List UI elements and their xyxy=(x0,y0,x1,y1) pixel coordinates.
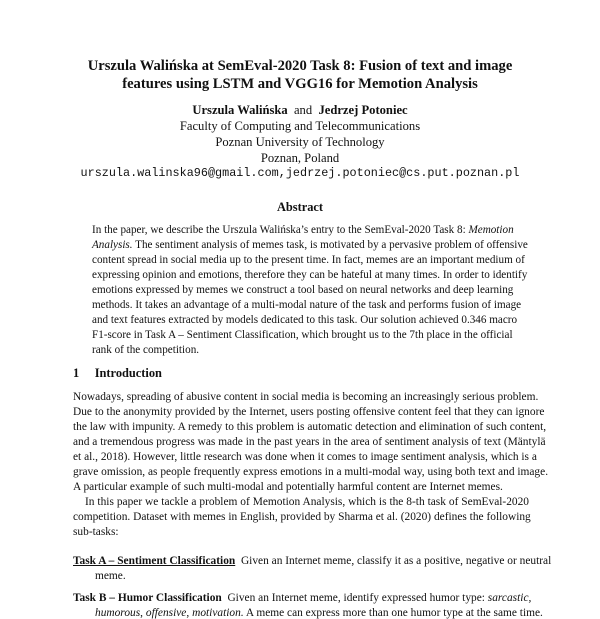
section-title: Introduction xyxy=(94,366,162,380)
section-heading xyxy=(73,366,162,381)
abstract-line: methods. It takes an advantage of a multi-modal nature of the task and performs fusion of image xyxy=(92,299,522,311)
author-line xyxy=(0,103,600,118)
task-b-line: humorous, offensive, motivation. A meme can express more than one humor type at the same time. xyxy=(95,607,543,619)
task-b-label: Task B – Humor Classification xyxy=(73,592,222,604)
abstract-line: expressing opinion and emotions, therefore they can be hateful at many times. In order to identify xyxy=(92,269,528,281)
body-line: et al., 2018). However, little research was done when it comes to image sentiment analysis, which is a xyxy=(73,451,537,463)
body-line: the law with impunity. A remedy to this problem is automatic detection and elimination of such content, xyxy=(73,421,547,433)
abstract-line: F1-score in Task A – Sentiment Classification, which brought us to the 7th place in the official xyxy=(92,329,513,341)
abstract-line: content spread in social media up to the present time. In fact, memes are an important medium of xyxy=(92,254,525,266)
author-2: Jedrzej Potoniec xyxy=(318,103,408,117)
body-line: sub-tasks: xyxy=(73,526,119,538)
body-line: competition. Dataset with memes in English, provided by Sharma et al. (2020) defines the following xyxy=(73,511,531,523)
task-a-line: meme. xyxy=(95,570,126,582)
task-b-line: Task B – Humor Classification Given an Internet meme, identify expressed humor type: sarcastic, xyxy=(73,592,532,604)
body-line: Due to the anonymity provided by the Internet, users posting offensive content feel that they can ignore xyxy=(73,406,545,418)
abstract-line: and text features extracted by models dedicated to this task. Our solution achieved 0.346 macro xyxy=(92,314,518,326)
author-1: Urszula Walińska xyxy=(192,103,288,117)
task-a-line: Task A – Sentiment Classification Given an Internet meme, classify it as a positive, negative or neutral xyxy=(73,555,552,567)
body-line: Nowadays, spreading of abusive content in social media is becoming an increasingly serious problem. xyxy=(73,391,539,403)
body-line: In this paper we tackle a problem of Memotion Analysis, which is the 8-th task of SemEval-2020 xyxy=(85,496,529,508)
paper-title-line-2: features using LSTM and VGG16 for Memotion Analysis xyxy=(122,76,478,92)
paper-title-line-1: Urszula Walińska at SemEval-2020 Task 8: Fusion of text and image xyxy=(87,58,513,74)
abstract-line: Analysis. The sentiment analysis of memes task, is motivated by a pervasive problem of offensive xyxy=(92,239,528,251)
affiliation-location: Poznan, Poland xyxy=(260,151,340,165)
body-line: grave omission, as people frequently express emotions in a multi-modal way, using both text and image. xyxy=(73,466,549,478)
abstract-line: rank of the competition. xyxy=(92,344,200,356)
body-line: A particular example of such multi-modal and potentially harmful content are Internet memes. xyxy=(73,481,503,493)
affiliation-university: Poznan University of Technology xyxy=(215,135,385,149)
affiliation-faculty: Faculty of Computing and Telecommunications xyxy=(179,119,421,133)
abstract-line: In the paper, we describe the Urszula Walińska’s entry to the SemEval-2020 Task 8: Memotion xyxy=(92,224,514,236)
abstract-line: emotions expressed by memes we construct a tool based on neural networks and deep learning xyxy=(92,284,514,296)
author-separator: and xyxy=(293,103,313,117)
body-line: and a tremendous progress was made in the past years in the area of sentiment analysis of text (Mäntylä xyxy=(73,436,546,448)
abstract-heading: Abstract xyxy=(276,200,324,214)
section-number: 1 xyxy=(73,366,80,380)
author-emails: urszula.walinska96@gmail.com,jedrzej.potoniec@cs.put.poznan.pl xyxy=(80,166,520,180)
task-a-label: Task A – Sentiment Classification xyxy=(73,555,236,567)
